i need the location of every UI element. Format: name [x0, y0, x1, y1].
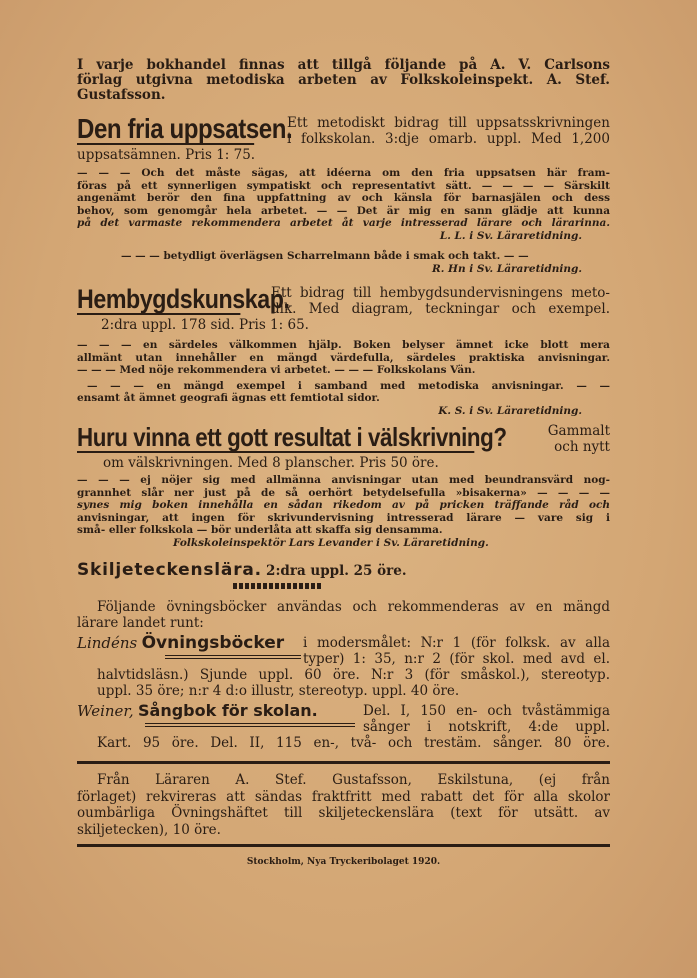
book-hembygdskunskap	[77, 285, 610, 317]
lindens-author: Lindéns	[77, 634, 138, 652]
book-den-fria-uppsatsen	[77, 115, 610, 147]
review-line: angenämt berör den fina uppfattning av och känsla för barnasjälen och dess	[77, 192, 610, 204]
review-signature: Folkskoleinspektör Lars Levander i Sv. Läraretidning.	[173, 536, 489, 549]
lindens-line-1: i modersmålet: N:r 1 (för folksk. av alla	[303, 635, 610, 651]
review-line: — — — Med nöje rekommendera vi arbetet. — — — Folkskolans Vän.	[77, 364, 476, 376]
book-huru-vinna	[77, 423, 610, 455]
book3-side-2: och nytt	[554, 439, 610, 455]
book1-desc-line-1: Ett metodiskt bidrag till uppsatsskrivningen	[287, 115, 610, 131]
weiner-underline	[145, 723, 363, 727]
review-line: ensamt åt ämnet geografi ägnas ett femtiotal sidor.	[77, 392, 380, 404]
order-line-1: Från Läraren A. Stef. Gustafsson, Eskilstuna, (ej från	[97, 772, 610, 788]
exercise-intro-line-2: lärare landet runt:	[77, 615, 204, 631]
book3-review	[77, 474, 610, 549]
book3-price: om välskrivningen. Med 8 planscher. Pris 50 öre.	[103, 455, 439, 471]
book-title-skiljeteckenslara: Skiljeteckenslära.	[77, 560, 262, 580]
review-signature: K. S. i Sv. Läraretidning.	[438, 404, 582, 417]
review-line: behov, som genomgår hela arbetet. — — Det är mig en sann glädje att kunna	[77, 204, 610, 217]
book1-review-1	[77, 167, 610, 242]
weiner-line-3: Kart. 95 öre. Del. II, 115 en-, två- och trestäm. sånger. 80 öre.	[97, 735, 610, 751]
review-line: anvisningar, att ingen för skrivundervisning intresserad lärare — vare sig i	[77, 511, 610, 524]
book2-price: 2:dra uppl. 178 sid. Pris 1: 65.	[101, 317, 309, 333]
review-signature: L. L. i Sv. Läraretidning.	[439, 229, 582, 242]
intro-line-2: förlag utgivna metodiska arbeten av Folkskoleinspekt. A. Stef. Gustafsson.	[77, 72, 610, 103]
review-line: på det varmaste rekommendera arbetet åt varje intresserad lärare och lärarinna.	[77, 217, 610, 229]
book4-edition: 2:dra uppl. 25 öre.	[266, 563, 407, 579]
book-skiljeteckenslara	[77, 560, 610, 580]
section-divider	[77, 761, 610, 764]
lindens-line-3: halvtidsläsn.) Sjunde uppl. 60 öre. N:r 3 (för småskol.), stereotyp.	[97, 667, 610, 683]
book-title-huru-vinna: Huru vinna ett gott resultat i välskrivning?	[77, 422, 507, 452]
exercise-intro-line-1: Följande övningsböcker användas och rekommenderas av en mängd	[97, 599, 610, 615]
order-line-2: förlaget) rekvireras att sändas fraktfritt med rabatt det för alla skolor	[77, 788, 610, 805]
book1-review-2	[77, 250, 610, 275]
lindens-line-4: uppl. 35 öre; n:r 4 d:o illustr, stereotyp. uppl. 40 öre.	[97, 683, 460, 699]
weiner-title: Sångbok för skolan.	[138, 701, 318, 720]
book3-side-1: Gammalt	[547, 423, 610, 439]
review-line: små- eller folkskola — bör underlåta att skaffa sig densamma.	[77, 524, 443, 536]
weiner-line-2: sånger i notskrift, 4:de uppl.	[363, 719, 610, 735]
book1-price: uppsatsämnen. Pris 1: 75.	[77, 147, 256, 163]
document-body	[77, 58, 610, 868]
review-line: grannhet slår ner just på de så oerhört betydelsefulla »bisakerna» — — — —	[77, 486, 610, 499]
weiner-line-1: Del. I, 150 en- och tvåstämmiga	[363, 703, 610, 719]
ornament-divider	[77, 583, 610, 589]
weiner-author: Weiner,	[77, 702, 134, 720]
exercise-books	[77, 599, 610, 751]
book-title-hembygdskunskap: Hembygdskunskap.	[77, 284, 290, 314]
review-signature: R. Hn i Sv. Läraretidning.	[432, 262, 582, 275]
review-line: — — — Och det måste sägas, att idéerna om den fria uppsatsen här fram-	[77, 167, 610, 179]
weiner-entry	[77, 703, 610, 735]
book-title-den-fria-uppsatsen: Den fria uppsatsen.	[77, 113, 293, 144]
printer-imprint: Stockholm, Nya Tryckeribolaget 1920.	[246, 857, 441, 867]
book2-desc-line-1: Ett bidrag till hembygdsundervisningens meto-	[271, 285, 610, 301]
section-divider	[77, 844, 610, 847]
book2-reviews	[77, 339, 610, 417]
lindens-underline	[165, 655, 303, 659]
order-line-3: oumbärliga Övningshäftet till skiljeteckenslära (text för utsätt. av	[77, 805, 610, 821]
lindens-title: Övningsböcker	[141, 633, 285, 653]
book1-desc-line-2: i folkskolan. 3:dje omarb. uppl. Med 1,200	[287, 131, 610, 147]
book2-desc-line-2: dik. Med diagram, teckningar och exempel.	[271, 301, 610, 317]
review-line: allmänt utan innehåller en mängd värdefulla, särdeles praktiska anvisningar.	[77, 351, 610, 364]
review-line: — — — en mängd exempel i samband med metodiska anvisningar. — —	[87, 379, 610, 392]
review-line: — — — betydligt överlägsen Scharrelmann både i smak och takt. — —	[121, 250, 529, 262]
intro-line-1: I varje bokhandel finnas att tillgå följande på A. V. Carlsons	[77, 57, 610, 73]
order-line-4: skiljetecken), 10 öre.	[77, 821, 221, 838]
review-line: — — — ej nöjer sig med allmänna anvisningar utan med beundransvärd nog-	[77, 474, 610, 486]
review-line: föras på ett synnerligen sympatiskt och representativt sätt. — — — — Särskilt	[77, 179, 610, 192]
review-line: synes mig boken innehålla en sådan rikedom av på pricken träffande råd och	[77, 499, 610, 511]
review-line: — — — en särdeles välkommen hjälp. Boken belyser ämnet icke blott mera	[77, 339, 610, 351]
lindens-entry	[77, 635, 610, 667]
lindens-line-2: typer) 1: 35, n:r 2 (för skol. med avd el.	[303, 651, 610, 667]
order-notice	[77, 772, 610, 838]
